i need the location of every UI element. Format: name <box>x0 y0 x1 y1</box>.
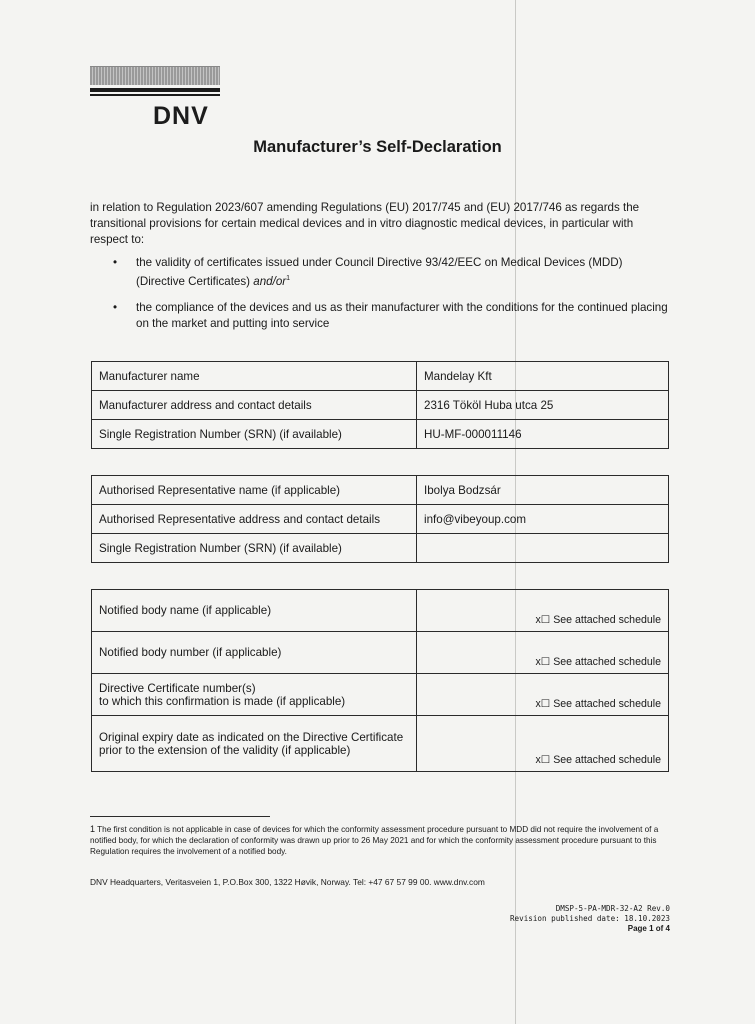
representative-name-label: Authorised Representative name (if applicable) <box>92 476 417 505</box>
see-schedule-checkbox[interactable]: x☐ See attached schedule <box>417 632 669 674</box>
table-row <box>92 505 669 534</box>
manufacturer-srn-value: HU-MF-000011146 <box>417 420 669 449</box>
notified-body-table <box>91 589 669 772</box>
page-number: Page 1 of 4 <box>627 924 670 933</box>
logo-bar <box>90 94 220 96</box>
footnote-text: The first condition is not applicable in case of devices for which the conformity assessment procedure pursuant to MDD did not require the involvement of a notified body, for which the declaration of conformity was drawn up prior to 26 May 2021 and for which the conformity assessment procedure pursuant to this Regulation requires the involvement of a notified body. <box>90 825 659 856</box>
footer-address: DNV Headquarters, Veritasveien 1, P.O.Box 300, 1322 Høvik, Norway. Tel: +47 67 57 99 00. www.dnv.com <box>90 877 485 887</box>
table-row <box>92 391 669 420</box>
table-row <box>92 420 669 449</box>
manufacturer-address-label: Manufacturer address and contact details <box>92 391 417 420</box>
notified-body-name-label: Notified body name (if applicable) <box>92 590 417 632</box>
bullet-text: the validity of certificates issued under Council Directive 93/42/EEC on Medical Devices (MDD) (Directive Certificates) <box>136 256 623 288</box>
original-expiry-label: Original expiry date as indicated on the Directive Certificate prior to the extension of the validity (if applicable) <box>92 716 417 772</box>
manufacturer-name-value: Mandelay Kft <box>417 362 669 391</box>
footnote <box>90 824 680 857</box>
page-title: Manufacturer’s Self-Declaration <box>253 138 502 156</box>
footnote-marker: 1 <box>90 824 96 834</box>
logo-bar <box>90 88 220 92</box>
revision-block <box>510 904 670 934</box>
representative-srn-label: Single Registration Number (SRN) (if available) <box>92 534 417 563</box>
footnote-ref: 1 <box>286 275 291 282</box>
certificate-number-label: Directive Certificate number(s) to which this confirmation is made (if applicable) <box>92 674 417 716</box>
manufacturer-table <box>91 361 669 449</box>
list-item <box>90 300 672 332</box>
manufacturer-srn-label: Single Registration Number (SRN) (if available) <box>92 420 417 449</box>
footnote-divider <box>90 816 270 817</box>
see-schedule-checkbox[interactable]: x☐ See attached schedule <box>417 590 669 632</box>
see-schedule-checkbox[interactable]: x☐ See attached schedule <box>417 716 669 772</box>
table-row <box>92 590 669 632</box>
list-item <box>90 255 672 290</box>
notified-body-number-label: Notified body number (if applicable) <box>92 632 417 674</box>
intro-paragraph: in relation to Regulation 2023/607 amending Regulations (EU) 2017/745 and (EU) 2017/746 as regards the transitional provisions for certain medical devices and in vitro diagnostic medical devices, in particular with respect to: <box>90 201 640 246</box>
doc-code: DMSP-5-PA-MDR-32-A2 Rev.0 <box>555 904 670 913</box>
table-row <box>92 674 669 716</box>
table-row <box>92 534 669 563</box>
bullet-text: the compliance of the devices and us as their manufacturer with the conditions for the continued placing on the market and putting into service <box>136 300 668 330</box>
dnv-logo <box>90 66 220 130</box>
logo-stripe <box>90 66 220 85</box>
representative-name-value: Ibolya Bodzsár <box>417 476 669 505</box>
bullet-list <box>90 255 672 342</box>
manufacturer-name-label: Manufacturer name <box>92 362 417 391</box>
representative-table <box>91 475 669 563</box>
table-row <box>92 476 669 505</box>
table-row <box>92 632 669 674</box>
bullet-icon: • <box>113 256 118 269</box>
see-schedule-checkbox[interactable]: x☐ See attached schedule <box>417 674 669 716</box>
representative-address-label: Authorised Representative address and contact details <box>92 505 417 534</box>
table-row <box>92 362 669 391</box>
table-row <box>92 716 669 772</box>
representative-address-value: info@vibeyoup.com <box>417 505 669 534</box>
logo-wordmark: DNV <box>153 102 209 130</box>
revision-date: Revision published date: 18.10.2023 <box>509 914 670 923</box>
representative-srn-value <box>417 534 669 563</box>
bullet-suffix: and/or <box>253 274 287 288</box>
manufacturer-address-value: 2316 Tököl Huba utca 25 <box>417 391 669 420</box>
bullet-icon: • <box>113 300 118 314</box>
